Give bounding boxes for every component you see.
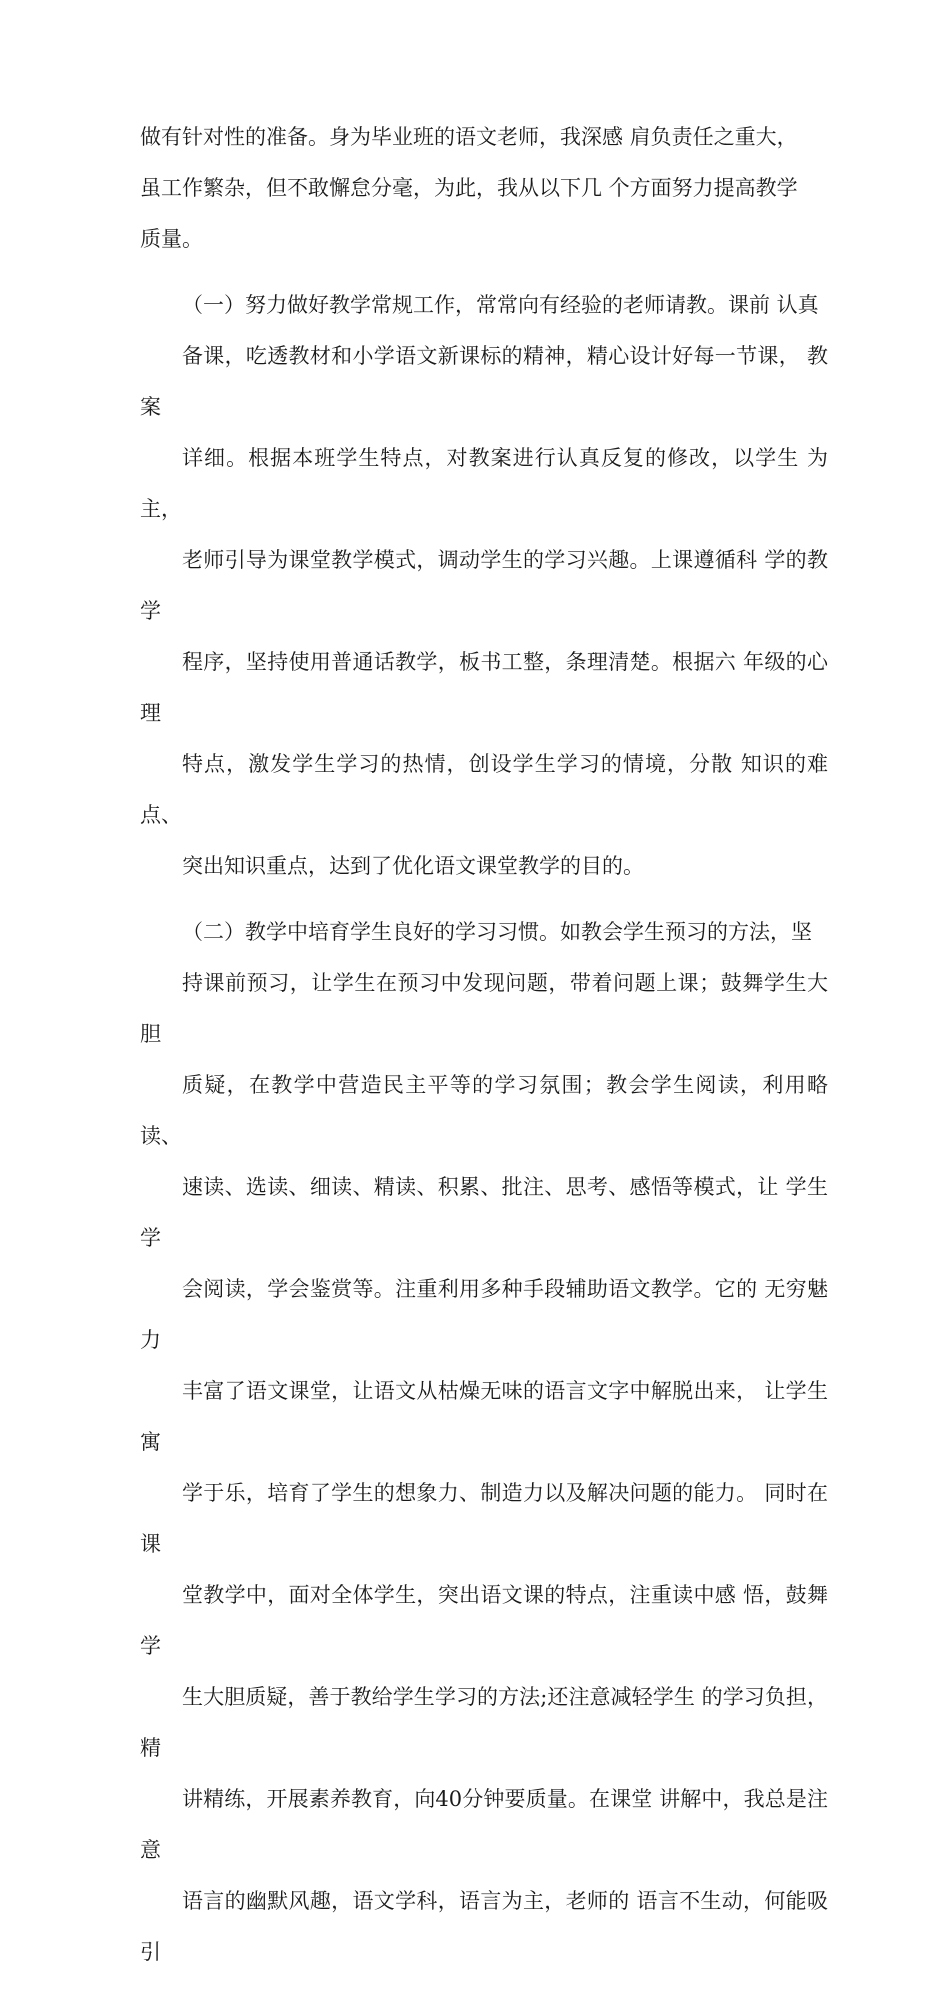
- text-line: 持课前预习，让学生在预习中发现问题，带着问题上课；鼓舞学生大 胆: [140, 971, 828, 1046]
- text-line: 特点，激发学生学习的热情，创设学生学习的情境，分散 知识的难点、: [140, 752, 828, 827]
- text-line: 程序，坚持使用普通话教学，板书工整，条理清楚。根据六 年级的心理: [140, 650, 828, 725]
- text-line: 做有针对性的准备。身为毕业班的语文老师，我深感 肩负责任之重大，: [140, 125, 798, 149]
- text-line: （二）教学中培育学生良好的学习习惯。如教会学生预习的方法，坚: [182, 920, 812, 944]
- text-line: 突出知识重点，达到了优化语文课堂教学的目的。: [182, 854, 644, 878]
- text-line: 备课，吃透教材和小学语文新课标的精神，精心设计好每一节课， 教案: [140, 344, 828, 419]
- paragraph-1: [140, 112, 828, 265]
- text-line: 堂教学中，面对全体学生，突出语文课的特点，注重读中感 悟，鼓舞学: [140, 1583, 828, 1658]
- text-line: 学于乐，培育了学生的想象力、制造力以及解决问题的能力。 同时在课: [140, 1481, 828, 1556]
- text-line: 质量。: [140, 227, 203, 251]
- paragraph-3: [140, 907, 828, 1978]
- text-line: 详细。根据本班学生特点，对教案进行认真反复的修改，以学生 为主，: [140, 446, 828, 521]
- text-line: 丰富了语文课堂，让语文从枯燥无味的语言文字中解脱出来， 让学生寓: [140, 1379, 828, 1454]
- text-line: 速读、选读、细读、精读、积累、批注、思考、感悟等模式，让 学生学: [140, 1175, 828, 1250]
- text-line: 生大胆质疑，善于教给学生学习的方法;还注意减轻学生 的学习负担，精: [140, 1685, 828, 1760]
- text-line: 质疑，在教学中营造民主平等的学习氛围；教会学生阅读，利用略 读、: [140, 1073, 828, 1148]
- text-line: （一）努力做好教学常规工作，常常向有经验的老师请教。课前 认真: [182, 293, 819, 317]
- text-line: 会阅读，学会鉴赏等。注重利用多种手段辅助语文教学。它的 无穷魅力: [140, 1277, 828, 1352]
- text-line: 虽工作繁杂，但不敢懈怠分毫，为此，我从以下几 个方面努力提高教学: [140, 176, 798, 200]
- document-body: [140, 112, 828, 1993]
- paragraph-2: [140, 280, 828, 892]
- text-line: 老师引导为课堂教学模式，调动学生的学习兴趣。上课遵循科 学的教学: [140, 548, 828, 623]
- text-line: 语言的幽默风趣，语文学科，语言为主，老师的 语言不生动，何能吸引: [140, 1889, 828, 1964]
- text-line: 讲精练，开展素养教育，向40分钟要质量。在课堂 讲解中，我总是注意: [140, 1787, 828, 1862]
